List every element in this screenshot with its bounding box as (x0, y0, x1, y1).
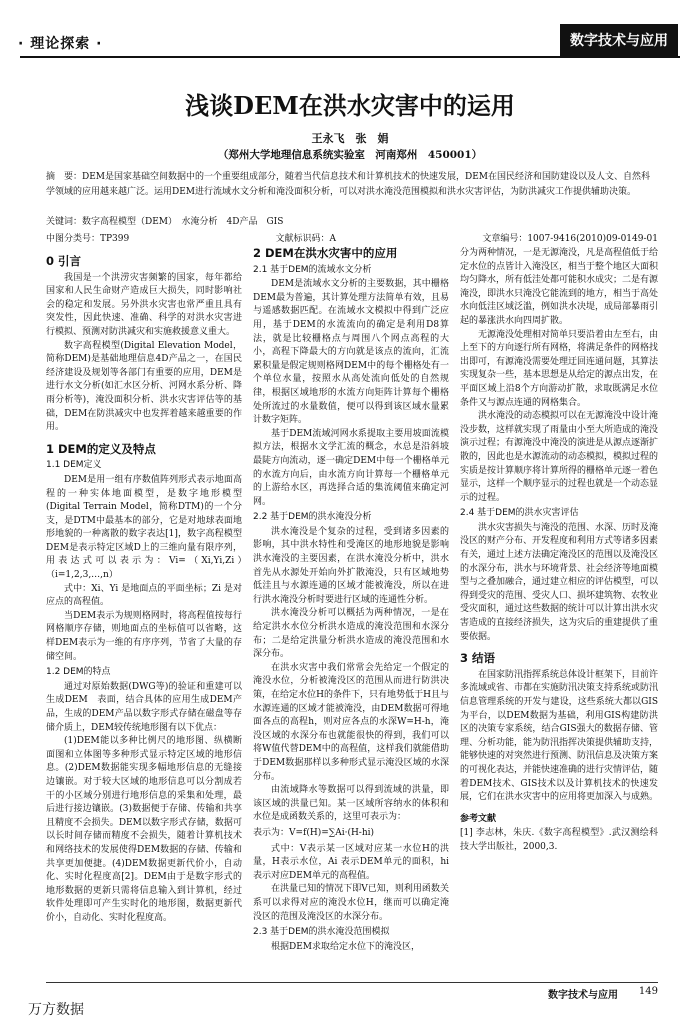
paragraph: 根据DEM求取给定水位下的淹没区， (271, 941, 421, 952)
paragraph: 由流域降水等数据可以得到流域的洪量，即该区域的洪量已知。某一区域所容纳水的体积和水位是成函数关系的，这里可表示为： (253, 785, 449, 823)
paragraph: 式中：Xi、Yi 是地面点的平面坐标；Zi 是对应点的高程值。 (46, 583, 242, 608)
paragraph: 在洪水灾害中我们常常会先给定一个假定的淹没水位，分析被淹没区的范围从而进行防洪决策，在给定水位H的条件下，只有地势低于H且与水源连通的区域才能被淹没，由DEM数据可得地面各点的高程h，则对应各点的水深W=H-h，淹没区域的水深分布也就能很快的得到，我们可以将W值代替DEM中的高程值，这样我们就能借助于DEM数据那样以多种形式显示淹没区域的水深分布。 (253, 662, 449, 782)
paragraph: 当DEM表示为规则格网时，将高程值按每行网格顺序存储，则地面点的坐标值可以省略，这样DEM表示为一维的有序序列，节省了大量的存储空间。 (46, 610, 242, 662)
paragraph: (1)DEM能以多种比例尺的地形图、纵横断面图和立体图等多种形式显示特定区域的地形信息。(2)DEM数据能实现多幅地形信息的无缝接边镶嵌。对于较大区域的地形信息可以分割成若干的小区域分别进行地形信息的采集和处理，最后进行接边镶嵌。(3)数据便于存储、传输和共享且精度不会损失。DEM以数字形式存储，数据可以长时间存储而精度不会损失，随着计算机技术和网络技术的发展使得DEM数据的存储、传输和共享更加便捷。(4)DEM数据更新代价小，自动化、实时化程度高[2]。DEM由于是数字形式的地形数据的更新只需将信息输入到计算机，经过软件处理即可产生实时化的地形图，数据更新代价小，自动化、实时化程度高。 (46, 736, 242, 923)
paragraph: 洪水淹没的动态模拟可以在无源淹没中设计淹没步数，这样就实现了雨量由小至大所造成的淹没演示过程；有源淹没中淹没的演进是从源点逐渐扩散的，因此也是水源流动的动态模拟，模拟过程的实质是按计算顺序将计算所得的栅格单元逐一着色显示，这样一个顺序显示的过程也就是一个动态显示的过程。 (460, 411, 659, 503)
references-heading: 参考文献 (460, 813, 497, 824)
column-1 (46, 247, 252, 926)
document-code: 文献标识码：A (275, 234, 337, 244)
clc-number: 中图分类号：TP399 (46, 234, 130, 244)
paragraph: 在国家防汛指挥系统总体设计框架下，目前许多流域或省、市都在实施防汛决策支持系统或防汛信息管理系统的开发与建设，这些系统大都以GIS为平台，以DEM数据为基础，利用GIS构建防洪区的决策专家系统，结合GIS强大的数据存储、管理、分析功能，能为防汛指挥决策提供辅助支持，能够快速的对突然进行预测、防汛信息及决策方案的可视化表达，并能快速准确的进行灾情评估，随着DEM技术、GIS技术以及计算机技术的快速发展，它们在洪水灾害中的应用将更加深入与成熟。 (460, 669, 659, 803)
formula: 表示为：V=f(H)=∑Ai·(H-hi) (253, 827, 375, 838)
keywords: 关键词：数字高程模型（DEM） 水淹分析 4D产品 GIS (46, 217, 284, 227)
subsection-heading-2-4: 2.4 基于DEM的洪水灾害评估 (460, 508, 579, 519)
paper-title: 浅谈DEM在洪水灾害中的运用 (185, 91, 515, 120)
paragraph: 洪水淹没是个复杂的过程，受到诸多因素的影响，其中洪水特性和受淹区的地形地貌是影响洪水淹没的主要因素，在洪水淹没分析中，洪水首先从水源处开始向外扩散淹没，只有区域地势低洼且与水源连通的区域才能被淹没，所以在进行洪水淹没分析时要进行区域的连通性分析。 (253, 526, 449, 605)
section-heading-2: 2 DEM在洪水灾害中的应用 (253, 246, 398, 260)
column-3 (460, 247, 658, 855)
article-number: 文章编号：1007-9416(2010)09-0149-01 (482, 234, 658, 244)
subsection-heading-2-3: 2.3 基于DEM的洪水淹没范围模拟 (253, 927, 390, 938)
subsection-heading-2-2: 2.2 基于DEM的洪水淹没分析 (253, 512, 372, 523)
paragraph: 我国是一个洪涝灾害频繁的国家，每年都给国家和人民生命财产造成巨大损失，同时影响社会的稳定和发展。另外洪水灾害也常严重且具有突发性，因此快速、准确、科学的对洪水灾害进行模拟、预测对防洪减灾和实施救援意义重大。 (46, 272, 242, 337)
column-2 (253, 247, 449, 954)
paragraph: 式中：V表示某一区域对应某一水位H的洪量，H表示水位，Ai 表示DEM单元的面积，hi 表示对应DEM单元的高程值。 (253, 843, 449, 881)
section-heading-intro: 0 引言 (46, 254, 82, 268)
paragraph: 洪水灾害损失与淹没的范围、水深、历时及淹没区的财产分布、开发程度和利用方式等诸多因素有关，通过上述方法确定淹没区的范围以及淹没区的水深分布，洪水与环境背景、社会经济等地面模型与之叠加融合，通过建立相应的评估模型，可以得到受灾的范围、受灾人口、损坏建筑物、农牧业受灾面积，通过这些数据的统计可以计算出洪水灾害造成的直接经济损失，这为灾后的重建提供了重要依据。 (460, 522, 659, 642)
abstract: 摘 要：DEM是国家基础空间数据中的一个重要组成部分，随着当代信息技术和计算机技术的快速发展，DEM在国民经济和国防建设以及人文、自然科学领域的应用越来越广泛。运用DEM进行流域水文分析和淹没面积分析，可以对洪水淹没范围模拟和洪水灾害评估，为防洪减灾工作提供辅助决策。 (46, 172, 651, 197)
paragraph: 在洪量已知的情况下即V已知，则利用函数关系可以求得对应的淹没水位H，继而可以确定淹没区的范围及淹没区的水深分布。 (253, 884, 449, 922)
paragraph: DEM是流域水文分析的主要数据，其中栅格DEM最为普遍，其计算处理方法简单有效，且易与遥感数据匹配。在流域水文模拟中得到广泛应用，基于DEM的水流流向的确定是利用D8算法，就是比较栅格点与周围八个网点高程的大小，高程下降最大的方向就是该点的流向，汇流累积量是假定规则格网DEM中的每个栅格处有一个单位水量，按照水从高处流向低处的自然规律，根据区域地形的水流方向矩阵计算每个栅格处所流过的水量数值，便可以得到该区域水量累计数字矩阵。 (253, 279, 449, 426)
paragraph: 数字高程模型(Digital Elevation Model，简称DEM)是基础地理信息4D产品之一，在国民经济建设及规划等各部门有重要的应用，DEM是进行水文分析(如汇水区分析、河网水系分析、降雨分析等)，淹没面积分析、洪水灾害评估等的基础，DEM在防洪减灾中也发挥着越来越重要的作用。 (46, 340, 242, 433)
footer-rule (46, 982, 658, 983)
section-heading-3: 3 结语 (460, 651, 496, 666)
affiliation: （郑州大学地理信息系统实验室 河南郑州 450001） (217, 149, 483, 161)
watermark: 万方数据 (28, 1002, 84, 1018)
section-label: · 理论探索 · (18, 36, 103, 52)
classification-line (46, 231, 658, 244)
page-number: 149 (638, 986, 658, 997)
paragraph: 通过对原始数据(DWG等)的验证和重建可以生成DEM 表面，结合具体的应用生成DEM产品，生成的DEM产品以数字形式存储在磁盘等存储介质上，DEM较传统地形图有以下优点： (46, 681, 242, 733)
footer-journal-name: 数字技术与应用 (548, 990, 618, 1001)
subsection-heading-1-2: 1.2 DEM的特点 (46, 667, 111, 678)
subsection-heading-2-1: 2.1 基于DEM的流域水文分析 (253, 264, 372, 275)
paragraph: 洪水淹没分析可以概括为两种情况，一是在给定洪水水位分析洪水造成的淹没范围和水深分布；二是给定洪量分析洪水造成的淹没范围和水深分布。 (253, 608, 449, 660)
paragraph: 基于DEM流域河网水系提取主要用坡面流模拟方法，根据水文学汇流的概念，水总是沿斜坡最陡方向流动，逐一确定DEM中每一个栅格单元的水流方向后，由水流方向计算每一个栅格单元的上游给水区，再选择合适的集流阈值来确定河网。 (253, 428, 449, 507)
paragraph: 无源淹没处理相对简单只要沿着由左至右，由上至下的方向逐行所有网格，将满足条件的网格找出即可，有源淹没需要处理迂回连通问题，其算法实现复杂一些，基本思想是从给定的源点出发，在平面区域上沿8个方向游动扩散，求取既满足水位条件又与源点连通的网格集合。 (460, 329, 659, 408)
section-heading-1: 1 DEM的定义及特点 (46, 441, 156, 456)
journal-tag: 数字技术与应用 (560, 24, 678, 56)
paragraph: 分为两种情况，一是无源淹没，凡是高程值低于给定水位的点皆计入淹没区，相当于整个地区大面积均匀降水，所有低洼处都可能积水成灾；二是有源淹没，即洪水只淹没它能流到的地方，相当于高处水向低洼区域泛滥，例如洪水决堤，成局部暴雨引起的暴涨洪水向四周扩散。 (460, 248, 659, 326)
authors: 王永飞 张 娟 (311, 132, 389, 145)
subsection-heading-1-1: 1.1 DEM定义 (46, 460, 102, 471)
reference-item: [1] 李志林，朱庆.《数字高程模型》.武汉测绘科技大学出版社，2000,3. (460, 828, 658, 852)
paragraph: DEM是用一组有序数值阵列形式表示地面高程的一种实体地面模型，是数字地形模型(Digital Terrain Model，简称DTM)的一个分支，是DTM中最基本的部分，它是对地球表面地形地貌的一种离散的数字表达[1]，数字高程模型DEM是表示特定区域D上的三维向量有限序列，用表达式可以表示为：Vi=（Xi,Yi,Zi） （i=1,2,3,…,n） (46, 474, 252, 581)
header-rule (20, 56, 680, 58)
